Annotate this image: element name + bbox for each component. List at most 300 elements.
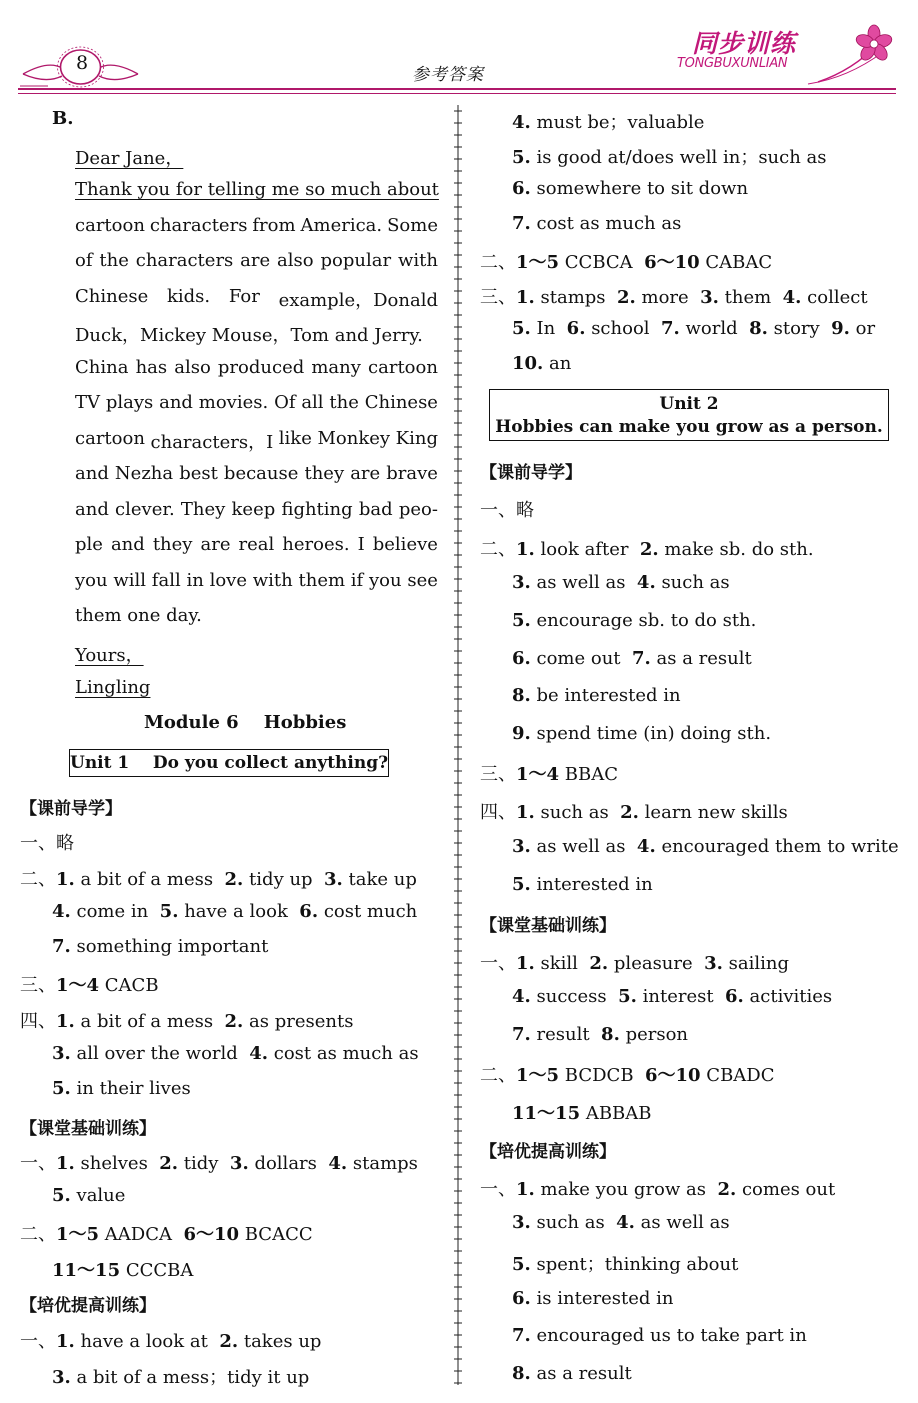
item-number: 1～5 <box>516 252 560 273</box>
answer-text: such as <box>655 572 730 593</box>
answer-line <box>512 353 571 374</box>
brand-title: 同步训练 <box>692 29 797 58</box>
letter-word: Nezha <box>114 463 174 484</box>
item-number: 8. <box>512 685 531 706</box>
answer-text: all over the world <box>70 1043 250 1064</box>
answer-text: comes out <box>736 1179 836 1200</box>
section-basic: 【课堂基础训练】 <box>480 916 616 936</box>
answer-text: sailing <box>722 953 789 974</box>
item-number: 7. <box>632 648 651 669</box>
answer-text: more <box>635 287 701 308</box>
letter-line <box>75 250 438 271</box>
letter-word: Chinese <box>364 392 438 413</box>
answer-line <box>512 1212 730 1233</box>
answer-line <box>512 1363 632 1384</box>
letter-word: and <box>75 499 109 520</box>
answer-text: BCDCB <box>559 1065 645 1086</box>
part-label: 二、 <box>480 1065 516 1086</box>
letter-line <box>75 357 438 378</box>
item-number: 7. <box>52 936 71 957</box>
answer-text: as a result <box>530 1363 632 1384</box>
answer-text: encouraged us to take part in <box>530 1325 807 1346</box>
item-number: 1. <box>516 287 535 308</box>
letter-word: because <box>223 463 299 484</box>
answer-text: skill <box>534 953 590 974</box>
item-number: 2. <box>224 1011 244 1032</box>
answer-text: AADCA <box>99 1224 184 1245</box>
item-number: 9. <box>512 723 531 744</box>
item-number: 2. <box>717 1179 737 1200</box>
item-number: 6. <box>566 318 586 339</box>
answer-text: success <box>530 986 619 1007</box>
item-number: 6～10 <box>644 252 700 273</box>
letter-word: of <box>75 250 93 271</box>
letter-word: America. <box>300 215 383 236</box>
item-number: 2. <box>159 1153 179 1174</box>
item-number: 6. <box>512 178 531 199</box>
letter-word: Chinese <box>75 286 149 307</box>
answer-line <box>20 1149 418 1175</box>
letter-line <box>75 392 438 413</box>
letter-line <box>75 570 438 591</box>
answer-text: a bit of a mess <box>74 1011 225 1032</box>
letter-line <box>75 286 438 312</box>
module-title: Module 6 Hobbies <box>144 712 347 733</box>
item-number: 3. <box>52 1367 71 1388</box>
letter-word: Some <box>387 215 438 236</box>
answer-line <box>512 178 748 199</box>
letter-word: if <box>350 570 364 591</box>
answer-line: 一、略 <box>480 500 534 521</box>
item-number: 8. <box>601 1024 620 1045</box>
answer-text: pleasure <box>608 953 705 974</box>
letter-word: King <box>395 428 438 449</box>
item-number: 5. <box>159 901 179 922</box>
answer-text: ABBAB <box>580 1103 652 1124</box>
item-number: 7. <box>512 213 531 234</box>
answer-line <box>512 213 681 234</box>
letter-word: bad <box>358 499 393 520</box>
part-label: 三、 <box>480 764 516 785</box>
answer-text: or <box>849 318 876 339</box>
letter-word: with <box>397 250 438 271</box>
answer-text: world <box>679 318 750 339</box>
section-basic: 【课堂基础训练】 <box>20 1119 156 1139</box>
answer-line <box>480 760 618 786</box>
answer-text: dollars <box>248 1153 329 1174</box>
item-number: 3. <box>512 836 531 857</box>
letter-word: them <box>298 570 346 591</box>
part-label: 三、 <box>20 975 56 996</box>
part-label: 一、 <box>480 1179 516 1200</box>
item-number: 1. <box>516 1179 535 1200</box>
answer-line <box>512 1325 807 1346</box>
answer-text: something important <box>70 936 269 957</box>
answer-text: look after <box>534 539 640 560</box>
item-number: 11～15 <box>512 1103 581 1124</box>
item-number: 6. <box>512 1288 531 1309</box>
item-number: 4. <box>782 287 802 308</box>
item-number: 6. <box>512 648 531 669</box>
answer-text: BCACC <box>239 1224 313 1245</box>
item-number: 2. <box>219 1331 239 1352</box>
answer-line <box>512 1250 738 1276</box>
answer-text: story <box>767 318 832 339</box>
answer-line <box>480 248 772 274</box>
letter-word: TV <box>75 392 101 413</box>
letter-word: example，Donald <box>278 290 438 311</box>
answer-text: stamps <box>347 1153 418 1174</box>
answer-line <box>512 685 681 706</box>
item-number: 1. <box>516 953 535 974</box>
letter-word: I <box>357 534 365 555</box>
answer-line <box>52 1363 309 1389</box>
part-label: 二、 <box>480 252 516 273</box>
letter-word: with <box>252 570 293 591</box>
brand-subtitle: TONGBUXUNLIAN <box>677 56 788 71</box>
answer-text: result <box>530 1024 602 1045</box>
letter-word: you <box>75 570 108 591</box>
answer-line <box>20 971 159 997</box>
item-number: 5. <box>512 874 531 895</box>
letter-word: cartoon <box>75 215 145 236</box>
letter-word: also <box>277 250 314 271</box>
letter-word: the <box>329 392 359 413</box>
answer-text: have a look <box>178 901 300 922</box>
part-label: 一、 <box>20 1331 56 1352</box>
answer-line <box>512 723 771 744</box>
answer-line <box>512 1099 652 1125</box>
item-number: 2. <box>639 539 659 560</box>
item-number: 6. <box>299 901 319 922</box>
letter-word: cartoon <box>75 428 145 449</box>
answer-text: as well as <box>530 836 637 857</box>
letter-word: they <box>304 463 345 484</box>
letter-line <box>75 463 438 484</box>
letter-word: you <box>368 570 402 591</box>
item-number: 5. <box>52 1078 71 1099</box>
letter-word: many <box>311 357 361 378</box>
answer-line: 一、略 <box>20 833 74 854</box>
section-advanced: 【培优提高训练】 <box>20 1296 156 1316</box>
answer-text: CACB <box>99 975 159 996</box>
answer-line <box>480 283 868 309</box>
letter-word: they <box>152 534 193 555</box>
letter-word: popular <box>320 250 392 271</box>
answer-text: interest <box>636 986 726 1007</box>
unit2-number: Unit 2 <box>659 394 719 414</box>
item-number: 1～4 <box>516 764 560 785</box>
letter-greeting: Dear Jane， <box>75 148 184 169</box>
item-number: 1. <box>516 539 535 560</box>
answer-text: come out <box>530 648 632 669</box>
answer-text: tidy <box>178 1153 230 1174</box>
item-number: 1. <box>56 1331 75 1352</box>
letter-word: will <box>113 570 147 591</box>
letter-word: plays <box>105 392 154 413</box>
letter-word: best <box>179 463 218 484</box>
item-number: 2. <box>589 953 609 974</box>
answer-line <box>512 648 752 669</box>
item-number: 2. <box>224 869 244 890</box>
part-label: 三、 <box>480 287 516 308</box>
letter-line: them one day. <box>75 605 202 626</box>
letter-word: and <box>159 392 193 413</box>
letter-word: produced <box>217 357 305 378</box>
answer-line <box>20 1327 321 1353</box>
answer-text: in their lives <box>70 1078 191 1099</box>
answer-line <box>52 936 268 957</box>
item-number: 7. <box>660 318 680 339</box>
answer-text: stamps <box>534 287 617 308</box>
letter-word: characters <box>149 215 248 236</box>
item-number: 5. <box>512 318 531 339</box>
answer-text: as presents <box>243 1011 354 1032</box>
page-number: 8 <box>75 52 89 74</box>
item-number: 7. <box>512 1325 531 1346</box>
item-number: 4. <box>249 1043 269 1064</box>
header-rule <box>18 88 896 90</box>
section-preview: 【课前导学】 <box>20 799 122 819</box>
letter-word: Monkey <box>317 428 391 449</box>
answer-text: an <box>543 353 572 374</box>
letter-word: kids. <box>167 286 211 307</box>
item-number: 9. <box>831 318 850 339</box>
answer-line <box>480 949 789 975</box>
letter-word: characters <box>135 250 234 271</box>
letter-line: Duck，Mickey Mouse，Tom and Jerry. <box>75 325 423 346</box>
item-number: 5. <box>52 1185 71 1206</box>
letter-word: in <box>186 570 204 591</box>
answer-text: collect <box>801 287 868 308</box>
answer-text: encourage sb. to do sth. <box>530 610 757 631</box>
part-label: 一、 <box>480 953 516 974</box>
letter-word: are <box>350 463 381 484</box>
item-number: 4. <box>512 986 531 1007</box>
item-number: 10. <box>512 353 544 374</box>
answer-text: tidy up <box>243 869 325 890</box>
answer-text: learn new skills <box>638 802 788 823</box>
answer-text: CCBCA <box>559 252 645 273</box>
letter-word: are <box>240 250 271 271</box>
unit2-title-box <box>489 389 889 441</box>
answer-text: is interested in <box>530 1288 674 1309</box>
answer-line <box>512 986 832 1007</box>
letter-word: keep <box>231 499 276 520</box>
answer-text: CABAC <box>699 252 773 273</box>
answer-text: them <box>718 287 783 308</box>
answer-line <box>512 108 704 134</box>
letter-word: They <box>180 499 226 520</box>
answer-text: take up <box>342 869 417 890</box>
answer-text: interested in <box>530 874 653 895</box>
letter-word: heroes. <box>282 534 350 555</box>
answer-line <box>480 1175 835 1201</box>
answer-text: be interested in <box>530 685 681 706</box>
answer-text: a bit of a mess；tidy it up <box>70 1367 310 1388</box>
answer-text: shelves <box>74 1153 160 1174</box>
answer-text: have a look at <box>74 1331 220 1352</box>
answer-text: must be；valuable <box>530 112 705 133</box>
letter-word: believe <box>372 534 438 555</box>
letter-word: brave <box>386 463 438 484</box>
letter-word: fighting <box>281 499 353 520</box>
item-number: 3. <box>512 1212 531 1233</box>
answer-text: cost much <box>318 901 418 922</box>
answer-text: activities <box>743 986 833 1007</box>
letter-line: Thank you for telling me so much about <box>75 179 439 200</box>
answer-text: school <box>585 318 661 339</box>
answer-line <box>512 572 730 593</box>
answer-text: as well as <box>634 1212 730 1233</box>
answer-text: encouraged them to write <box>655 836 899 857</box>
letter-word: are <box>200 534 231 555</box>
letter-word: For <box>228 286 260 307</box>
item-number: 6～10 <box>183 1224 240 1245</box>
answer-text: CCCBA <box>120 1260 194 1281</box>
item-number: 4. <box>328 1153 348 1174</box>
item-number: 8. <box>749 318 768 339</box>
letter-line <box>75 428 438 454</box>
answer-line <box>52 1078 191 1099</box>
answer-text: takes up <box>238 1331 322 1352</box>
answer-line <box>20 1220 313 1246</box>
letter-word: and <box>110 534 145 555</box>
letter-word: and <box>75 463 109 484</box>
letter-word: also <box>174 357 211 378</box>
answer-text: make you grow as <box>534 1179 718 1200</box>
item-number: 4. <box>512 112 531 133</box>
item-number: 5. <box>512 610 531 631</box>
answer-text: as well as <box>530 572 637 593</box>
item-number: 2. <box>620 802 639 823</box>
item-number: 3. <box>704 953 723 974</box>
answer-line <box>512 610 756 631</box>
part-b-label: B. <box>52 108 74 129</box>
item-number: 4. <box>52 901 71 922</box>
letter-word: love <box>209 570 247 591</box>
letter-line <box>75 499 438 520</box>
answer-text: value <box>70 1185 126 1206</box>
item-number: 5. <box>512 147 531 168</box>
answer-text: come in <box>70 901 160 922</box>
letter-word: like <box>278 428 312 449</box>
header-title: 参考答案 <box>412 65 484 85</box>
letter-line <box>75 215 438 236</box>
letter-word: cartoon <box>368 357 438 378</box>
item-number: 3. <box>52 1043 71 1064</box>
answer-line <box>480 1061 775 1087</box>
item-number: 11～15 <box>52 1260 121 1281</box>
answer-text: somewhere to sit down <box>530 178 749 199</box>
answer-text: spent；thinking about <box>530 1254 739 1275</box>
item-number: 1～5 <box>56 1224 100 1245</box>
part-label: 二、 <box>20 1224 56 1245</box>
letter-closing: Yours， <box>75 645 144 666</box>
answer-text: as a result <box>650 648 752 669</box>
column-divider <box>450 105 466 1385</box>
part-label: 二、 <box>480 539 516 560</box>
letter-word: fall <box>151 570 181 591</box>
item-number: 4. <box>636 836 656 857</box>
letter-word: has <box>135 357 168 378</box>
item-number: 3. <box>700 287 719 308</box>
answer-line <box>52 1256 193 1282</box>
answer-text: CBADC <box>700 1065 775 1086</box>
answer-line <box>512 143 827 169</box>
answer-line <box>52 901 417 922</box>
letter-word: from <box>252 215 296 236</box>
letter-signature: Lingling <box>75 677 151 698</box>
answer-line <box>512 1288 673 1309</box>
item-number: 1～5 <box>516 1065 560 1086</box>
item-number: 1. <box>56 869 75 890</box>
item-number: 6～10 <box>645 1065 701 1086</box>
letter-word: peo- <box>398 499 438 520</box>
answer-text: cost as much as <box>268 1043 419 1064</box>
letter-word: characters，I <box>150 432 274 453</box>
section-advanced: 【培优提高训练】 <box>480 1142 616 1162</box>
answer-line <box>512 874 653 895</box>
item-number: 5. <box>512 1254 531 1275</box>
item-number: 4. <box>616 1212 635 1233</box>
answer-text: person <box>619 1024 689 1045</box>
item-number: 1. <box>56 1153 75 1174</box>
answer-line <box>512 836 899 857</box>
item-number: 8. <box>512 1363 531 1384</box>
answer-text: spend time (in) doing sth. <box>530 723 772 744</box>
section-preview: 【课前导学】 <box>480 463 582 483</box>
item-number: 3. <box>229 1153 249 1174</box>
item-number: 4. <box>636 572 656 593</box>
letter-line <box>75 534 438 555</box>
answer-line <box>20 1007 353 1033</box>
answer-text: BBAC <box>559 764 619 785</box>
answer-line <box>480 535 814 561</box>
letter-word: China <box>75 357 129 378</box>
answer-line <box>52 1185 125 1206</box>
item-number: 6. <box>725 986 744 1007</box>
answer-text: such as <box>530 1212 617 1233</box>
part-label: 四、 <box>480 802 516 823</box>
item-number: 3. <box>324 869 343 890</box>
letter-word: Of <box>274 392 296 413</box>
letter-word: all <box>301 392 324 413</box>
letter-word: movies. <box>198 392 269 413</box>
answer-text: In <box>530 318 567 339</box>
letter-word: real <box>238 534 275 555</box>
header-rule-thin <box>18 93 896 94</box>
item-number: 5. <box>618 986 637 1007</box>
item-number: 2. <box>617 287 636 308</box>
letter-word: the <box>99 250 129 271</box>
part-label: 一、 <box>20 1153 56 1174</box>
answer-text: make sb. do sth. <box>658 539 814 560</box>
answer-text: such as <box>534 802 621 823</box>
item-number: 7. <box>512 1024 531 1045</box>
letter-word: ple <box>75 534 103 555</box>
answer-text: a bit of a mess <box>74 869 225 890</box>
part-label: 四、 <box>20 1011 56 1032</box>
answer-text: is good at/does well in；such as <box>530 147 827 168</box>
answer-line <box>512 1024 688 1045</box>
unit1-title-box: Unit 1 Do you collect anything? <box>69 749 389 777</box>
letter-word: see <box>407 570 438 591</box>
item-number: 1. <box>516 802 535 823</box>
answer-line <box>480 798 788 824</box>
answer-line <box>20 865 417 891</box>
answer-line <box>52 1043 419 1064</box>
